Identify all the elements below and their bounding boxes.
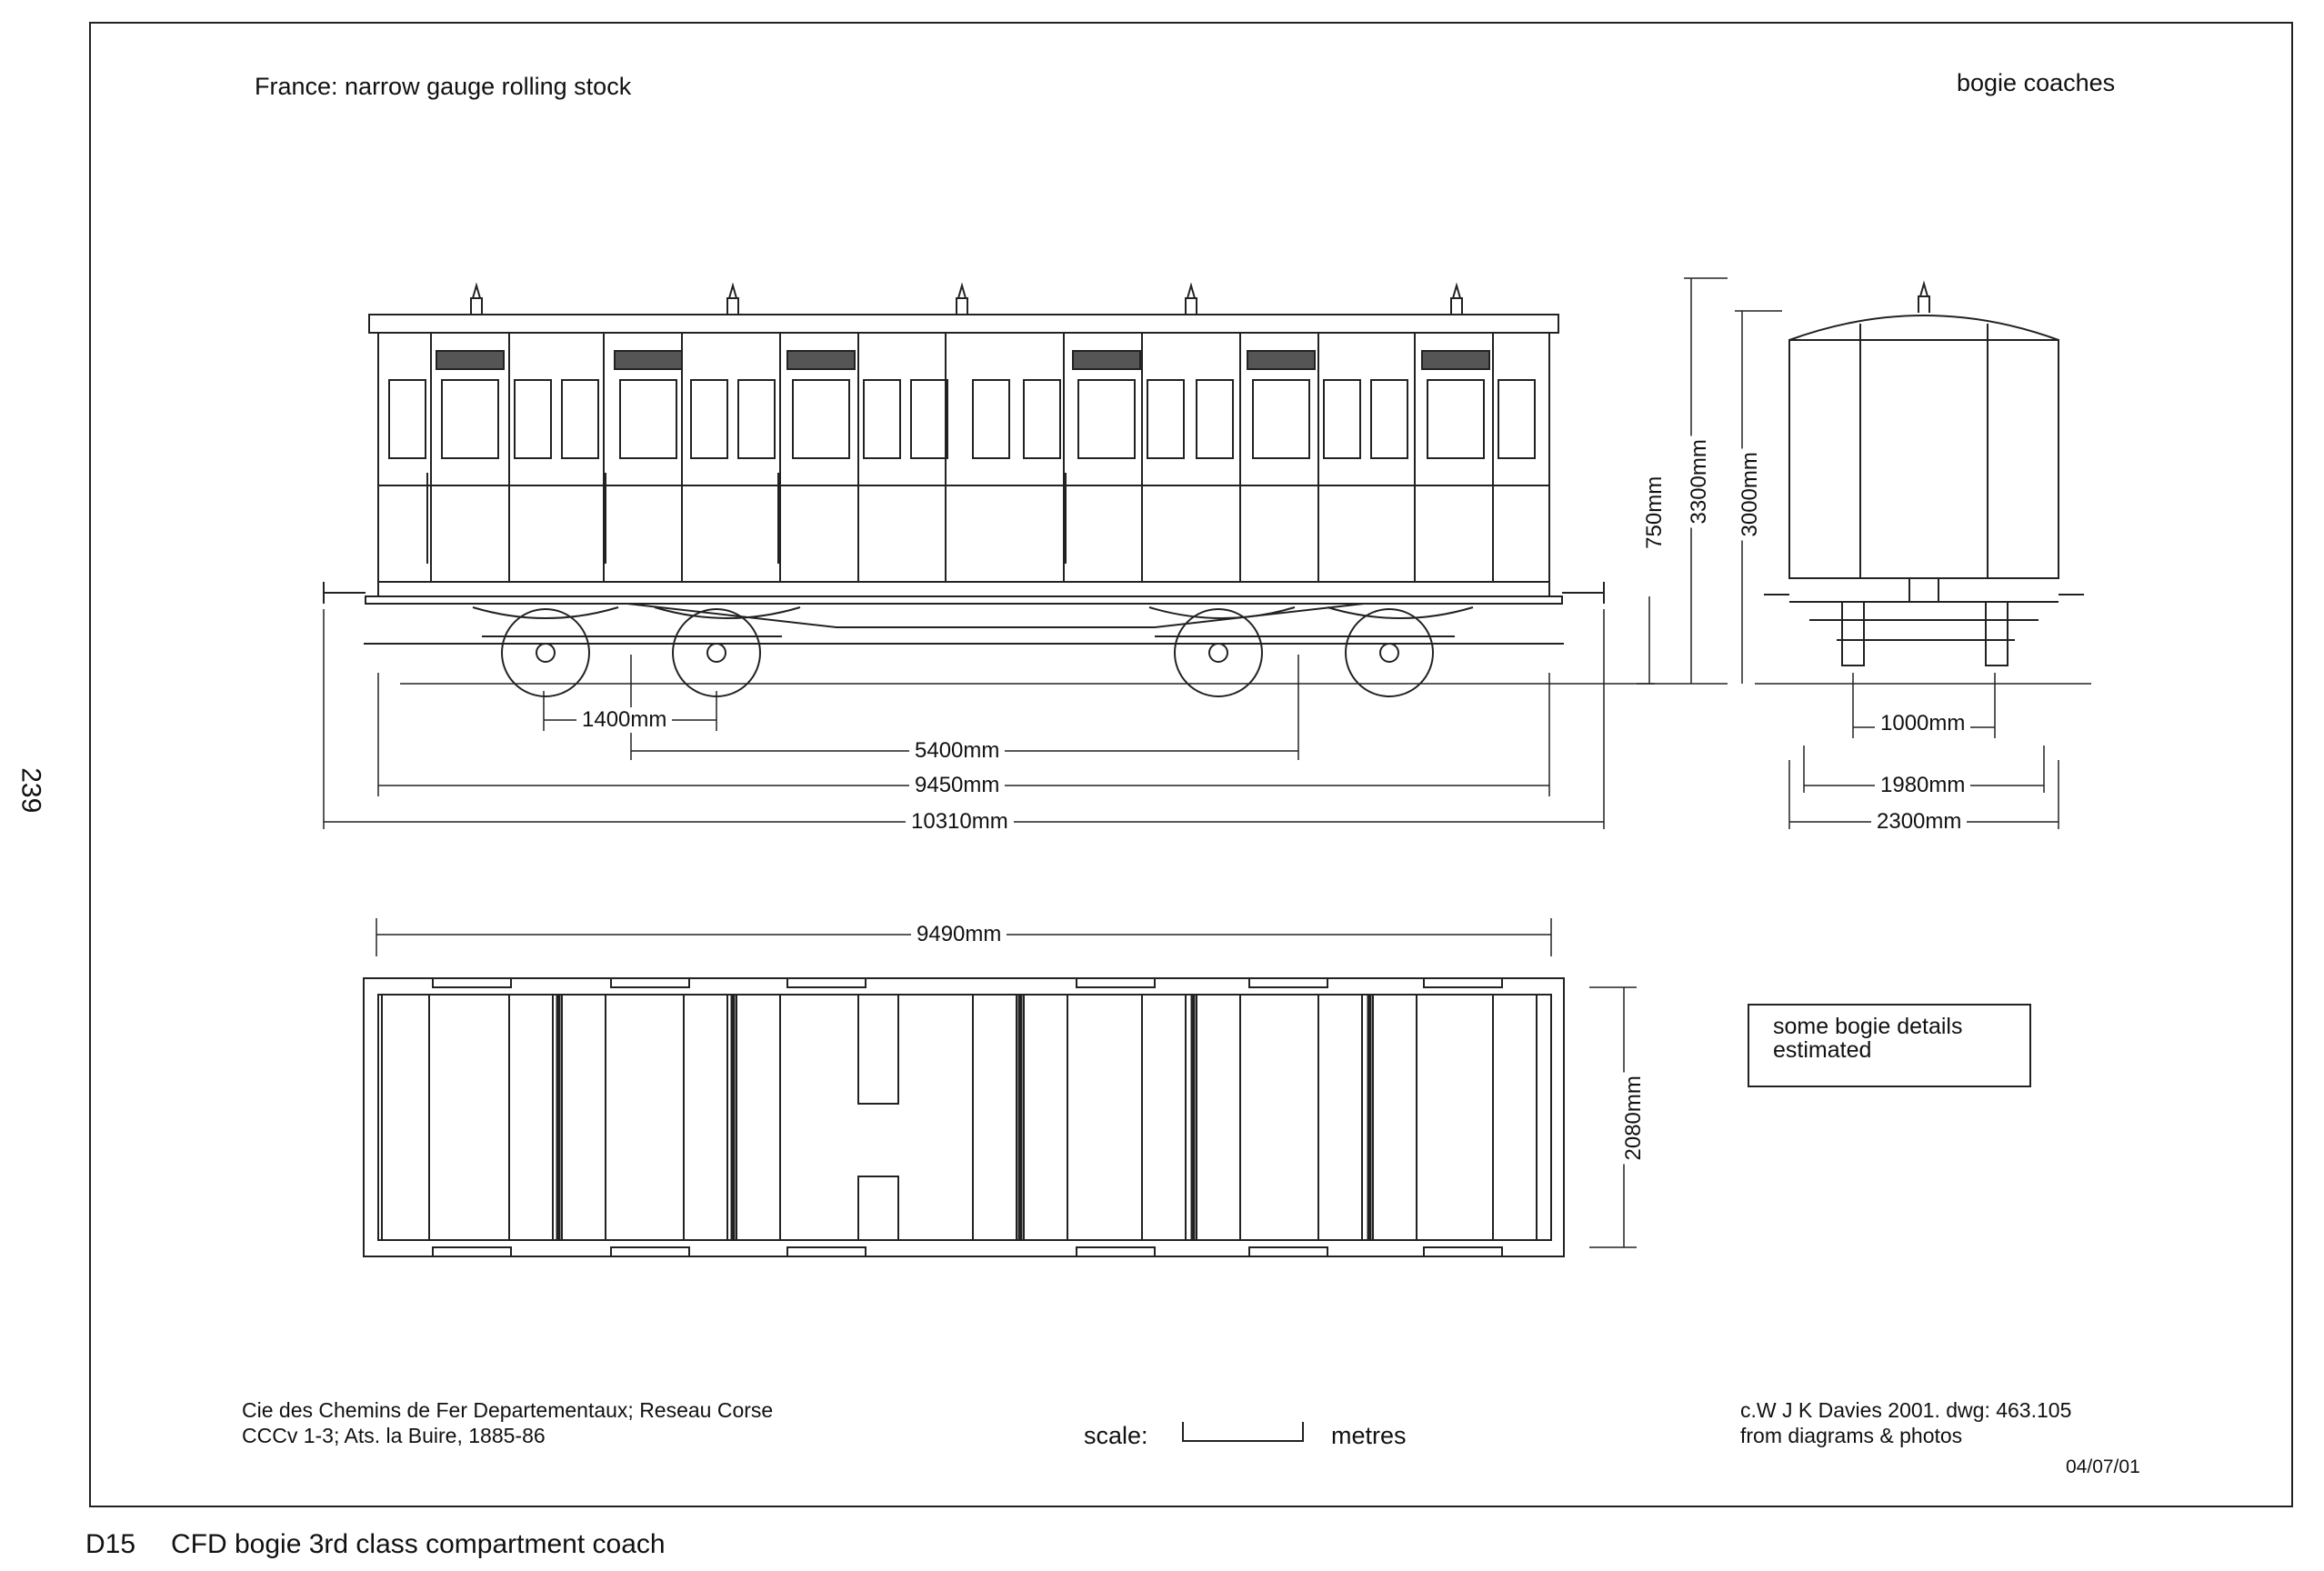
dim-plan-length: 9490mm	[911, 922, 1007, 947]
footer-left-line-1: Cie des Chemins de Fer Departementaux; Reseau Corse	[242, 1398, 774, 1422]
note-line-1: some bogie details	[1773, 1014, 1963, 1039]
plan-partitions	[558, 995, 1369, 1240]
roof-lamps	[471, 285, 1462, 315]
door-vents	[436, 351, 1489, 369]
caption-title: CFD bogie 3rd class compartment coach	[171, 1529, 666, 1559]
side-windows	[389, 380, 1535, 458]
dim-body-height: 750mm	[1642, 473, 1668, 553]
dim-step-width: 1980mm	[1875, 773, 1970, 798]
plan-outline	[364, 978, 1564, 1256]
side-body	[378, 333, 1549, 596]
end-bogie	[1809, 602, 2039, 665]
dim-overall-height: 3300mm	[1687, 435, 1712, 527]
end-roof	[1789, 315, 2059, 340]
footer-left-line-2: CCCv 1-3; Ats. la Buire, 1885-86	[242, 1424, 546, 1447]
footer-right-line-2: from diagrams & photos	[1740, 1424, 1963, 1447]
side-roof	[369, 315, 1558, 333]
scale-label: scale:	[1084, 1422, 1148, 1449]
dim-overall-width: 2300mm	[1871, 809, 1967, 835]
scale-units: metres	[1331, 1422, 1407, 1449]
footer-right-line-1: c.W J K Davies 2001. dwg: 463.105	[1740, 1398, 2072, 1422]
plan-seats	[382, 995, 1537, 1240]
solebar	[366, 596, 1562, 604]
dim-roof-height: 3000mm	[1738, 448, 1763, 540]
dim-bogie-wheelbase: 1400mm	[576, 707, 672, 733]
caption-code: D15	[85, 1529, 136, 1559]
estimate-note	[1748, 1004, 2031, 1087]
dim-overall-length: 10310mm	[906, 809, 1014, 835]
end-body	[1789, 340, 2059, 578]
header-left: France: narrow gauge rolling stock	[255, 73, 632, 100]
dim-bogie-centres: 5400mm	[909, 738, 1005, 764]
drawing-date: 04/07/01	[2066, 1456, 2140, 1477]
dim-gauge: 1000mm	[1875, 711, 1970, 736]
page-number: 239	[15, 767, 46, 814]
header-right: bogie coaches	[1957, 69, 2116, 96]
note-line-2: estimated	[1773, 1037, 1872, 1064]
scale-bar	[1182, 1422, 1304, 1442]
plan-steps	[433, 978, 1502, 1256]
dim-body-length: 9450mm	[909, 773, 1005, 798]
dim-plan-width: 2080mm	[1621, 1072, 1647, 1164]
